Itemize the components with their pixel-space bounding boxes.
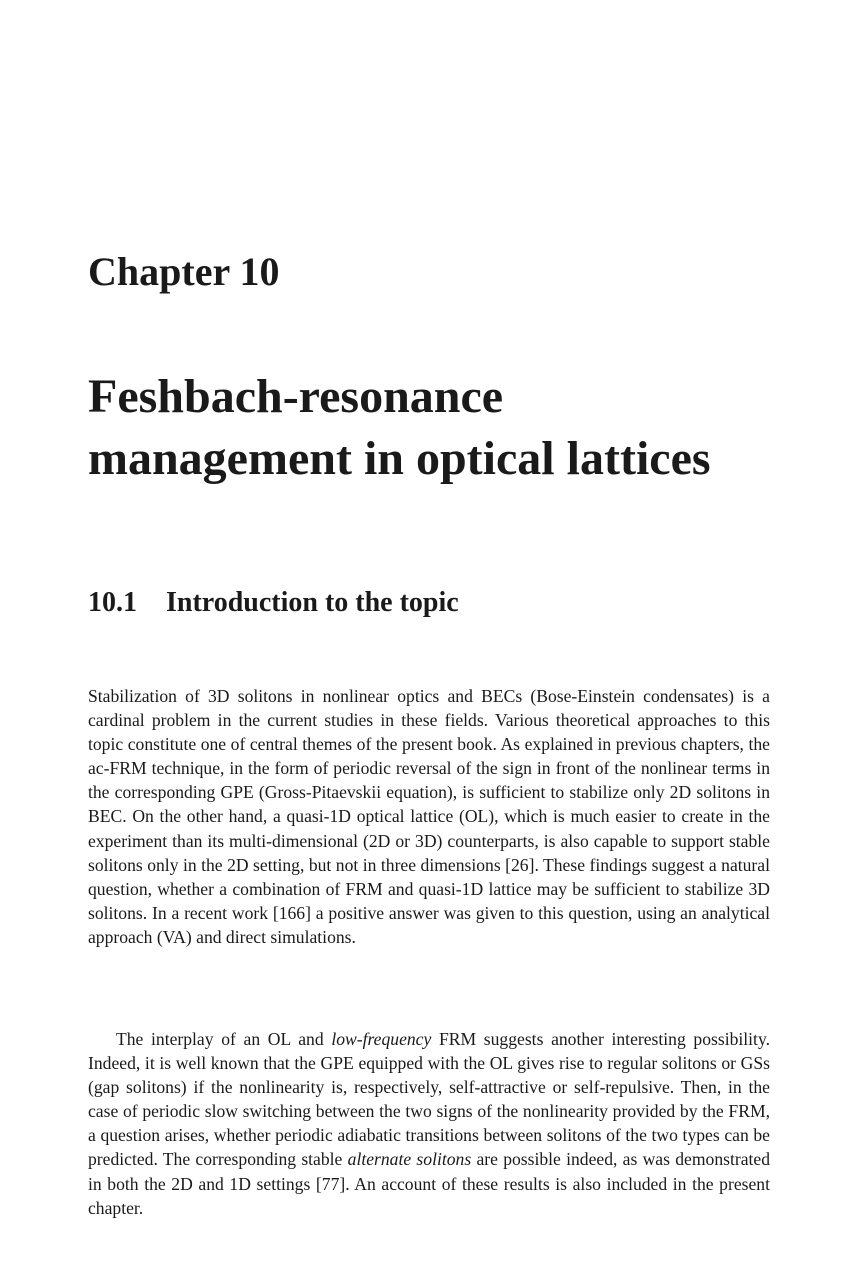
section-number: 10.1 xyxy=(88,587,137,618)
body-paragraph-1: Stabilization of 3D solitons in nonlinear optics and BECs (Bose-Einstein condensates) is a cardinal problem in the current studies in these fields. Various theoretical approaches to this topic constitute one of central themes of the present book. As explained in previous chapters, the ac-FRM technique, in the form of periodic reversal of the sign in front of the nonlinear terms in the corresponding GPE (Gross-Pitaevskii equation), is sufficient to stabilize only 2D solitons in BEC. On the other hand, a quasi-1D optical lattice (OL), which is much easier to create in the experiment than its multi-dimensional (2D or 3D) counterparts, is also capable to support stable solitons only in the 2D setting, but not in three dimensions [26]. These findings suggest a natural question, whether a combination of FRM and quasi-1D lattice may be sufficient to stabilize 3D solitons. In a recent work [166] a positive answer was given to this question, using an analytical approach (VA) and direct simulations. xyxy=(88,686,770,947)
section-heading xyxy=(88,585,459,621)
section-title: Introduction to the topic xyxy=(166,587,459,618)
paragraph-2-text-b: FRM suggests another interesting possibility. Indeed, it is well known that the GPE equipped with the OL gives rise to regular solitons or GSs (gap solitons) if the nonlinearity is, respectively, self-attractive or self-repulsive. Then, in the case of periodic slow switching between the two signs of the nonlinearity provided by the FRM, a question arises, whether periodic adiabatic transitions between solitons of the two types can be predicted. The corresponding stable xyxy=(88,1029,770,1170)
emphasis-alternate-solitons: alternate solitons xyxy=(347,1149,472,1170)
paragraph-2-text-c: are possible indeed, as was demonstrated in both the 2D and 1D settings [77]. An account of these results is also included in the present chapter. xyxy=(88,1149,771,1218)
paragraph-2-text-a: The interplay of an OL and xyxy=(116,1029,332,1049)
body-paragraph-2 xyxy=(88,1027,770,1220)
chapter-label: Chapter 10 xyxy=(88,249,280,294)
chapter-title xyxy=(88,366,808,490)
chapter-title-line-2: management in optical lattices xyxy=(88,432,711,485)
chapter-title-line-1: Feshbach-resonance xyxy=(88,370,504,423)
emphasis-low-frequency: low-frequency xyxy=(331,1029,432,1049)
